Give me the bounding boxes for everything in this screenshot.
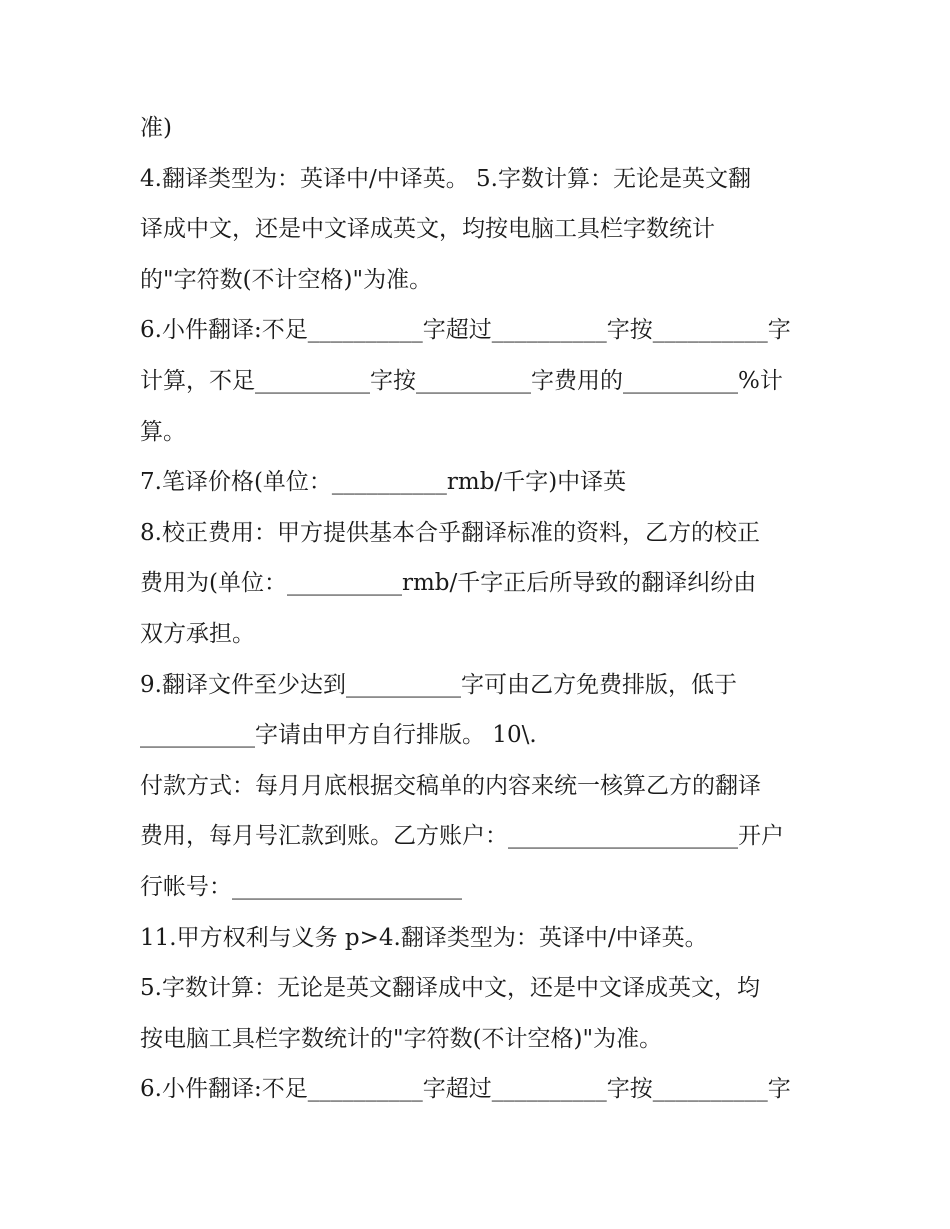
text-line: 费用为(单位：__________rmb/千字正后所导致的翻译纠纷由 bbox=[140, 570, 757, 597]
text-line: 算。 bbox=[140, 418, 186, 445]
text-line: 6.小件翻译:不足__________字超过__________字按__________字 bbox=[140, 1076, 791, 1103]
text-line: 按电脑工具栏字数统计的"字符数(不计空格)"为准。 bbox=[140, 1025, 663, 1052]
text-line: 双方承担。 bbox=[140, 620, 255, 647]
text-line: 11.甲方权利与义务 p>4.翻译类型为：英译中/中译英。 bbox=[140, 924, 708, 951]
text-line: __________字请由甲方自行排版。 10\. bbox=[140, 722, 537, 749]
text-line: 费用，每月号汇款到账。乙方账户：____________________开户 bbox=[140, 823, 784, 850]
text-line: 6.小件翻译:不足__________字超过__________字按__________字 bbox=[140, 317, 791, 344]
text-line: 译成中文，还是中文译成英文，均按电脑工具栏字数统计 bbox=[140, 216, 715, 243]
contract-text bbox=[140, 103, 820, 1115]
text-line: 4.翻译类型为：英译中/中译英。 5.字数计算：无论是英文翻 bbox=[140, 165, 751, 192]
text-line: 的"字符数(不计空格)"为准。 bbox=[140, 266, 433, 293]
text-line: 行帐号：____________________ bbox=[140, 873, 462, 900]
text-line: 7.笔译价格(单位：__________rmb/千字)中译英 bbox=[140, 469, 627, 496]
text-line: 8.校正费用：甲方提供基本合乎翻译标准的资料，乙方的校正 bbox=[140, 519, 760, 546]
text-line: 5.字数计算：无论是英文翻译成中文，还是中文译成英文，均 bbox=[140, 975, 760, 1002]
text-line: 准) bbox=[140, 115, 172, 141]
text-line: 付款方式：每月月底根据交稿单的内容来统一核算乙方的翻译 bbox=[140, 772, 761, 799]
text-line: 计算，不足__________字按__________字费用的__________%计 bbox=[140, 367, 783, 394]
text-line: 9.翻译文件至少达到__________字可由乙方免费排版，低于 bbox=[140, 671, 737, 698]
